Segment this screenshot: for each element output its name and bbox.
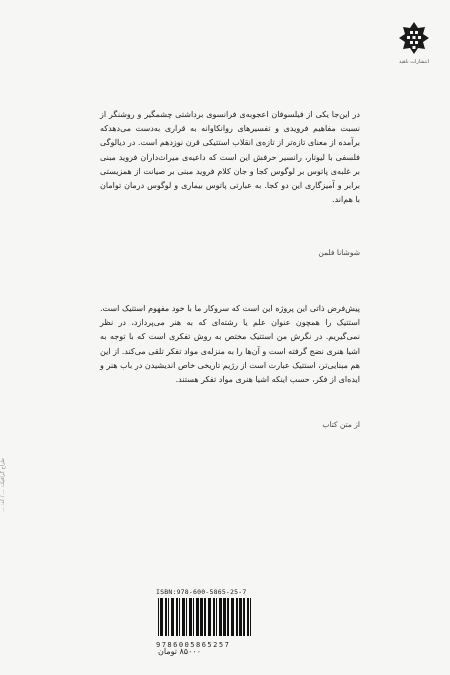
barcode-bar	[189, 598, 192, 636]
barcode-image	[156, 598, 276, 636]
barcode-area	[156, 588, 276, 649]
barcode-bar	[200, 598, 203, 636]
barcode-bar	[158, 598, 159, 636]
barcode-bar	[186, 598, 187, 636]
barcode-bar	[243, 598, 245, 636]
excerpt-paragraph-2: پیش‌فرض ذاتی این پروژه این است که سروکار ما با خود مفهوم استتیک است. استتیک را همچون عنوان علم یا رشته‌ای که به هنر می‌پردازد، در نظر نمی‌گیریم. در نگرش من استتیک مختص به روش تفکری است که با توجه به اشیا هنری نضج گرفته است و آن‌ها را به منزله‌ی مواد تفکر تلقی می‌کند. از این هم مبنایی‌تر، استتیک عبارت است از رژیم تاریخی خاص اندیشیدن در باب هنر و ایده‌ای از فکر، حسب اینکه اشیا هنری مواد تفکر هستند.	[100, 304, 360, 385]
barcode-bar	[165, 598, 167, 636]
spine-credit-text: طراح گرافیک: ... / کد: ...	[0, 458, 6, 512]
barcode-number: 9786005865257	[156, 641, 231, 649]
barcode-bar	[250, 598, 251, 636]
barcode-bar	[208, 598, 211, 636]
isbn-text: ISBN:978-600-5865-25-7	[156, 588, 247, 596]
barcode-bar	[236, 598, 238, 636]
barcode-bar	[168, 598, 169, 636]
excerpt-paragraph-1: در این‌جا یکی از فیلسوفان اعجوبه‌ی فرانسوی برداشتی چشمگیر و روشنگر از نسبت مفاهیم فرویدی و تفسیرهای روانکاوانه به قراری به‌دست می‌دهدکه برآمده از معنای تازه‌تر از تازه‌ی انقلاب استتیکی قرن نوزدهم است. در دیالوگی فلسفی با لیوتار، رانسیر حرفش این است که داعیه‌ی میراث‌داران فروید مبنی بر غلبه‌ی پاتوس بر لوگوس کجا و جان کلام فروید مبنی بر صیانت از همزیستی برابر و آمیزگاری این دو کجا. به عبارتی پاتوس بیماری و لوگوس درمان توامان با هم‌اند.	[100, 110, 360, 205]
barcode-bar	[239, 598, 242, 636]
excerpt-1-author: شوشانا فلمن	[318, 248, 360, 257]
barcode-bar	[219, 598, 222, 636]
barcode-bar	[179, 598, 180, 636]
barcode-bar	[160, 598, 163, 636]
publisher-logo	[394, 22, 434, 65]
barcode-bar	[171, 598, 174, 636]
barcode-bar	[204, 598, 206, 636]
barcode-bar	[182, 598, 185, 636]
excerpt-2-source: از متن کتاب	[322, 420, 360, 429]
price-label: ۸۵۰۰۰ تومان	[158, 647, 201, 656]
barcode-bar	[247, 598, 249, 636]
barcode-bar	[223, 598, 226, 636]
barcode-bar	[196, 598, 199, 636]
barcode-bar	[176, 598, 178, 636]
barcode-bar	[231, 598, 234, 636]
star-lattice-logo-icon	[399, 22, 429, 56]
publisher-name: انتشارات ناهید	[398, 59, 430, 65]
barcode-bar	[227, 598, 229, 636]
barcode-bar	[213, 598, 215, 636]
barcode-bar	[216, 598, 217, 636]
barcode-bar	[193, 598, 194, 636]
